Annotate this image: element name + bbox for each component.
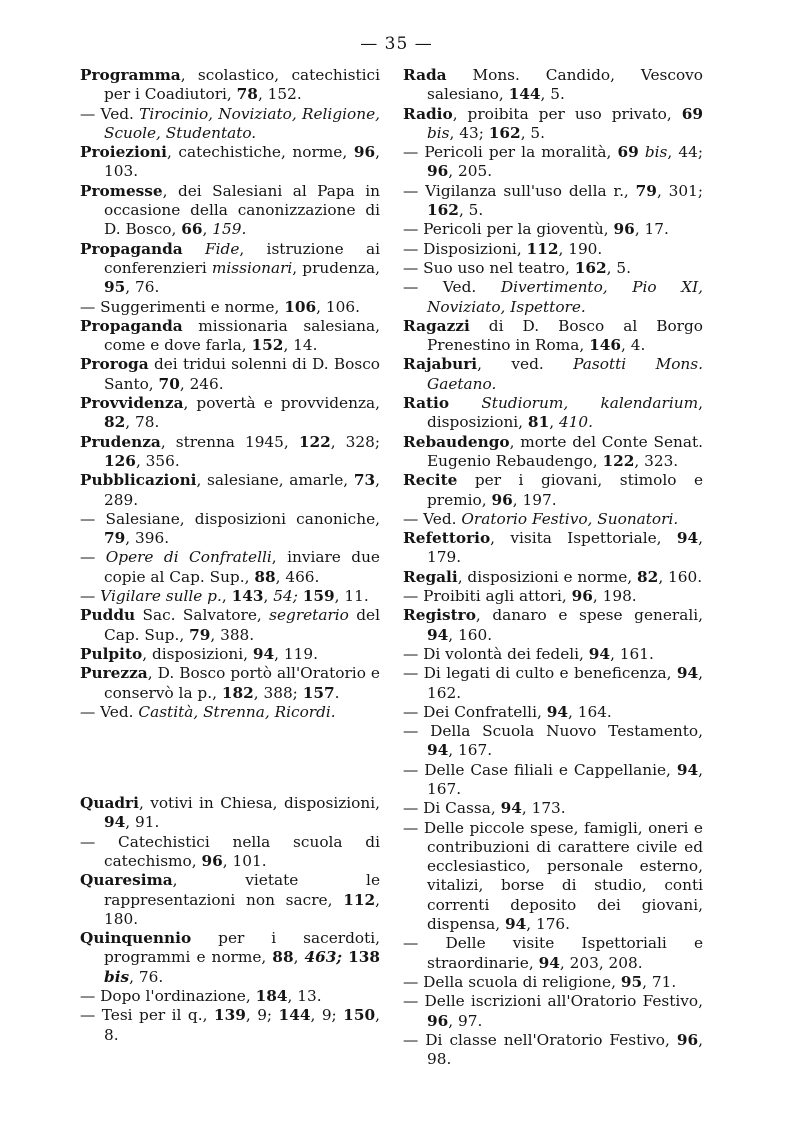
index-entry: Quaresima, vietate le rappresentazioni non sacre, 112, 180. <box>80 871 380 928</box>
index-entry: — Pericoli per la gioventù, 96, 17. <box>403 220 669 239</box>
index-entry: — Ved. Oratorio Festivo, Suonatori. <box>403 509 679 528</box>
index-entry: — Ved. Tirocinio, Noviziato, Religione, Scuole, Studentato. <box>80 104 380 142</box>
index-entry: — Di volontà dei fedeli, 94, 161. <box>403 644 654 663</box>
index-entry: — Ved. Divertimento, Pio XI, Noviziato, Ispettore. <box>403 278 703 316</box>
index-entry: — Della Scuola Nuovo Testamento, 94, 167. <box>403 722 703 760</box>
index-entry: Propaganda Fide, istruzione ai conferenzieri missionari, prudenza, 95, 76. <box>80 239 380 297</box>
index-entry: — Suggerimenti e norme, 106, 106. <box>80 297 360 316</box>
index-column-left <box>80 66 380 1045</box>
index-entry: — Di Cassa, 94, 173. <box>403 799 566 818</box>
index-entry: Rebaudengo, morte del Conte Senat. Eugenio Rebaudengo, 122, 323. <box>403 432 703 470</box>
index-entry: — Disposizioni, 112, 190. <box>403 239 603 258</box>
page-number: — 35 — <box>360 34 433 54</box>
index-entry: — Pericoli per la moralità, 69 bis, 44; 96, 205. <box>403 143 704 181</box>
index-entry: Radio, proibita per uso privato, 69 bis, 43; 162, 5. <box>403 104 703 142</box>
index-entry: — Delle iscrizioni all'Oratorio Festivo, 96, 97. <box>403 992 703 1030</box>
index-entry: — Dei Confratelli, 94, 164. <box>403 702 612 721</box>
index-entry: Pulpito, disposizioni, 94, 119. <box>80 644 318 663</box>
index-entry: — Opere di Confratelli, inviare due copie al Cap. Sup., 88, 466. <box>80 548 380 586</box>
index-entry: Recite per i giovani, stimolo e premio, 96, 197. <box>403 471 703 509</box>
index-entry: Prudenza, strenna 1945, 122, 328; 126, 356. <box>80 432 381 470</box>
index-entry: — Della scuola di religione, 95, 71. <box>403 972 677 991</box>
index-entry: — Vigilanza sull'uso della r., 79, 301; 162, 5. <box>403 181 703 220</box>
index-entry: — Vigilare sulle p., 143, 54; 159, 11. <box>80 587 369 606</box>
index-entry: — Proibiti agli attori, 96, 198. <box>403 587 637 606</box>
index-entry: Propaganda missionaria salesiana, come e dove farla, 152, 14. <box>80 316 380 355</box>
index-entry: — Delle piccole spese, famigli, oneri e contribuzioni di carattere civile ed ecclesiastico, personale esterno, vitalizi, borse di studio, conti correnti deposito dei giovani, dispensa, 94, 176. <box>403 818 703 934</box>
index-entry: — Salesiane, disposizioni canoniche, 79, 396. <box>80 509 380 548</box>
index-entry: — Ved. Castità, Strenna, Ricordi. <box>80 702 336 721</box>
index-entry: Programma, scolastico, catechistici per i Coadiutori, 78, 152. <box>80 66 380 104</box>
index-entry: — Dopo l'ordinazione, 184, 13. <box>80 987 322 1006</box>
index-entry: Puddu Sac. Salvatore, segretario del Cap. Sup., 79, 388. <box>80 606 380 644</box>
index-entry: — Catechistici nella scuola di catechismo, 96, 101. <box>80 832 380 870</box>
index-entry: Pubblicazioni, salesiane, amarle, 73, 289. <box>80 471 380 509</box>
index-entry: Quinquennio per i sacerdoti, programmi e norme, 88, 463; 138 bis, 76. <box>80 929 380 986</box>
index-entry: — Delle visite Ispettoriali e straordinarie, 94, 203, 208. <box>403 934 703 972</box>
index-entry: Registro, danaro e spese generali, 94, 160. <box>403 606 703 644</box>
index-entry: Purezza, D. Bosco portò all'Oratorio e conservò la p., 182, 388; 157. <box>80 664 380 702</box>
index-entry: — Di legati di culto e beneficenza, 94, 162. <box>403 664 703 702</box>
index-entry: Proroga dei tridui solenni di D. Bosco Santo, 70, 246. <box>80 355 380 393</box>
index-entry: — Tesi per il q., 139, 9; 144, 9; 150, 8. <box>80 1006 380 1044</box>
index-entry: — Delle Case filiali e Cappellanie, 94, 167. <box>403 760 703 798</box>
index-entry: Regali, disposizioni e norme, 82, 160. <box>403 567 703 586</box>
index-entry: Provvidenza, povertà e provvidenza, 82, 78. <box>80 394 380 432</box>
index-column-right <box>403 66 703 1069</box>
index-entry: Rada Mons. Candido, Vescovo salesiano, 144, 5. <box>403 66 703 104</box>
index-entry: Rajaburi, ved. Pasotti Mons. Gaetano. <box>403 355 703 393</box>
index-entry: Ragazzi di D. Bosco al Borgo Prenestino in Roma, 146, 4. <box>403 316 703 355</box>
index-entry: — Di classe nell'Oratorio Festivo, 96, 98. <box>403 1030 703 1069</box>
index-entry: Refettorio, visita Ispettoriale, 94, 179. <box>403 529 703 567</box>
index-entry: Quadri, votivi in Chiesa, disposizioni, 94, 91. <box>80 794 380 832</box>
index-entry: Ratio Studiorum, kalendarium, disposizioni, 81, 410. <box>403 394 703 432</box>
index-entry: Promesse, dei Salesiani al Papa in occasione della canonizzazione di D. Bosco, 66, 159. <box>80 181 380 239</box>
index-entry: — Suo uso nel teatro, 162, 5. <box>403 258 631 277</box>
index-entry: Proiezioni, catechistiche, norme, 96, 103. <box>80 143 380 181</box>
